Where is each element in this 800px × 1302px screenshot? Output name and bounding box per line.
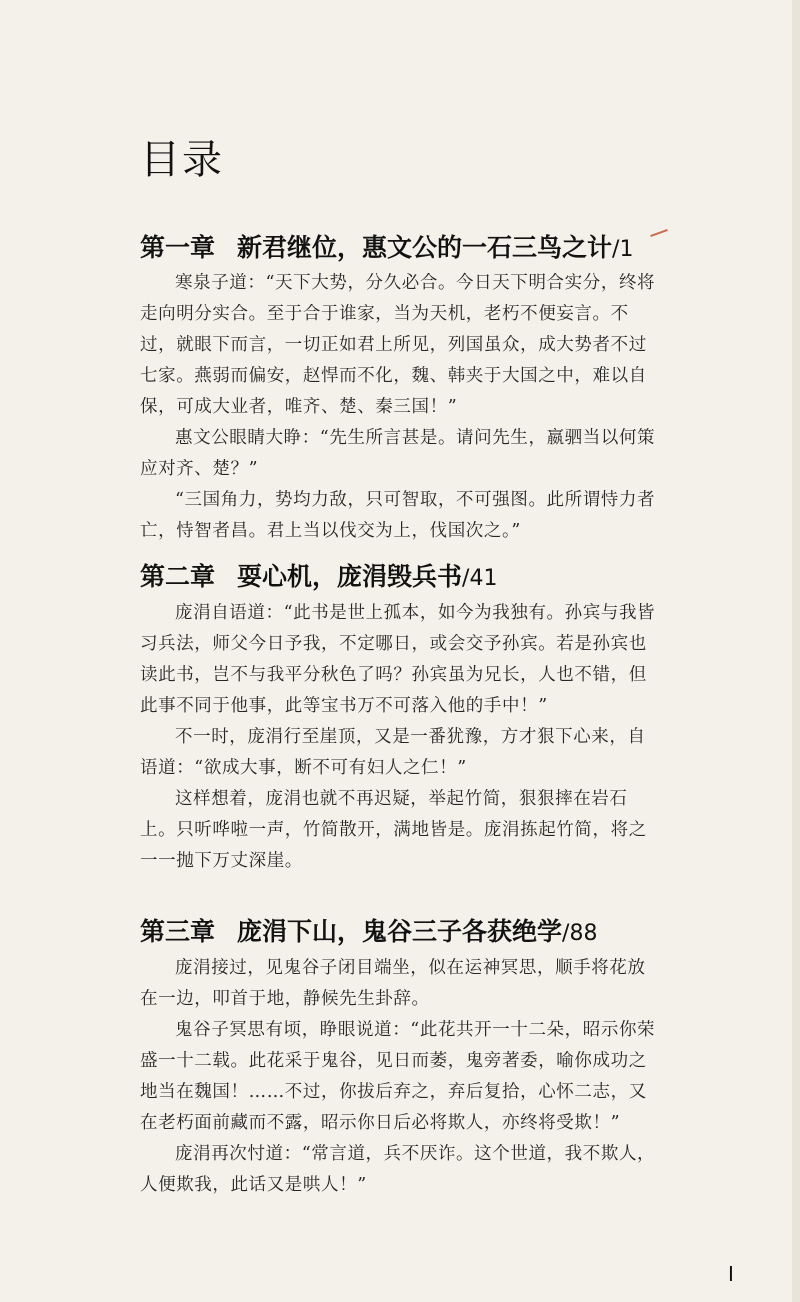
excerpt-paragraph: 这样想着，庞涓也就不再迟疑，举起竹简，狠狠摔在岩石上。只听哗啦一声，竹简散开，满地皆是。庞涓拣起竹简，将之一一抛下万丈深崖。 (140, 789, 647, 871)
excerpt-paragraph: 庞涓再次忖道：“常言道，兵不厌诈。这个世道，我不欺人，人便欺我，此话又是哄人！” (140, 1144, 656, 1195)
chapter-2-heading[interactable] (140, 557, 497, 593)
chapter-title: 新君继位，惠文公的一石三鸟之计 (237, 233, 613, 262)
page-edge (792, 0, 800, 1302)
red-pen-mark (650, 229, 668, 237)
chapter-title: 庞涓下山，鬼谷三子各获绝学 (237, 917, 563, 946)
chapter-page-number: /41 (462, 566, 498, 591)
chapter-number: 第一章 (140, 233, 216, 262)
chapter-2-excerpt (140, 598, 660, 877)
chapter-3-heading[interactable] (140, 912, 597, 948)
chapter-title: 耍心机，庞涓毁兵书 (237, 562, 463, 591)
chapter-page-number: /88 (562, 921, 598, 946)
excerpt-paragraph: 庞涓自语道：“此书是世上孤本，如今为我独有。孙宾与我皆习兵法，师父今日予我，不定哪日，或会交予孙宾。若是孙宾也读此书，岂不与我平分秋色了吗？孙宾虽为兄长，人也不错，但此事不同于他事，此等宝书万不可落入他的手中！” (140, 603, 656, 716)
chapter-1-excerpt (140, 268, 660, 547)
excerpt-paragraph: 鬼谷子冥思有顷，睁眼说道：“此花共开一十二朵，昭示你荣盛一十二载。此花采于鬼谷，见日而萎，鬼旁著委，喻你成功之地当在魏国！……不过，你拔后弃之，弃后复拾，心怀二志，又在老朽面前藏而不露，昭示你日后必将欺人，亦终将受欺！” (140, 1020, 656, 1133)
page-title: 目录 (140, 137, 224, 183)
chapter-number: 第二章 (140, 562, 216, 591)
page-folio: I (728, 1262, 734, 1286)
excerpt-paragraph: 庞涓接过，见鬼谷子闭目端坐，似在运神冥思，顺手将花放在一边，叩首于地，静候先生卦辞。 (140, 958, 646, 1009)
excerpt-paragraph: 不一时，庞涓行至崖顶，又是一番犹豫，方才狠下心来，自语道：“欲成大事，断不可有妇人之仁！” (140, 727, 646, 778)
chapter-3-excerpt (140, 953, 660, 1201)
chapter-number: 第三章 (140, 917, 216, 946)
chapter-1-heading[interactable] (140, 228, 633, 264)
excerpt-paragraph: “三国角力，势均力敌，只可智取，不可强图。此所谓恃力者亡，恃智者昌。君上当以伐交为上，伐国次之。” (140, 490, 656, 541)
excerpt-paragraph: 寒泉子道：“天下大势，分久必合。今日天下明合实分，终将走向明分实合。至于合于谁家，当为天机，老朽不便妄言。不过，就眼下而言，一切正如君上所见，列国虽众，成大势者不过七家。燕弱而偏安，赵悍而不化，魏、韩夹于大国之中，难以自保，可成大业者，唯齐、楚、秦三国！” (140, 273, 656, 417)
excerpt-paragraph: 惠文公眼睛大睁：“先生所言甚是。请问先生，嬴驷当以何策应对齐、楚？” (140, 428, 656, 479)
chapter-page-number: /1 (612, 237, 634, 262)
